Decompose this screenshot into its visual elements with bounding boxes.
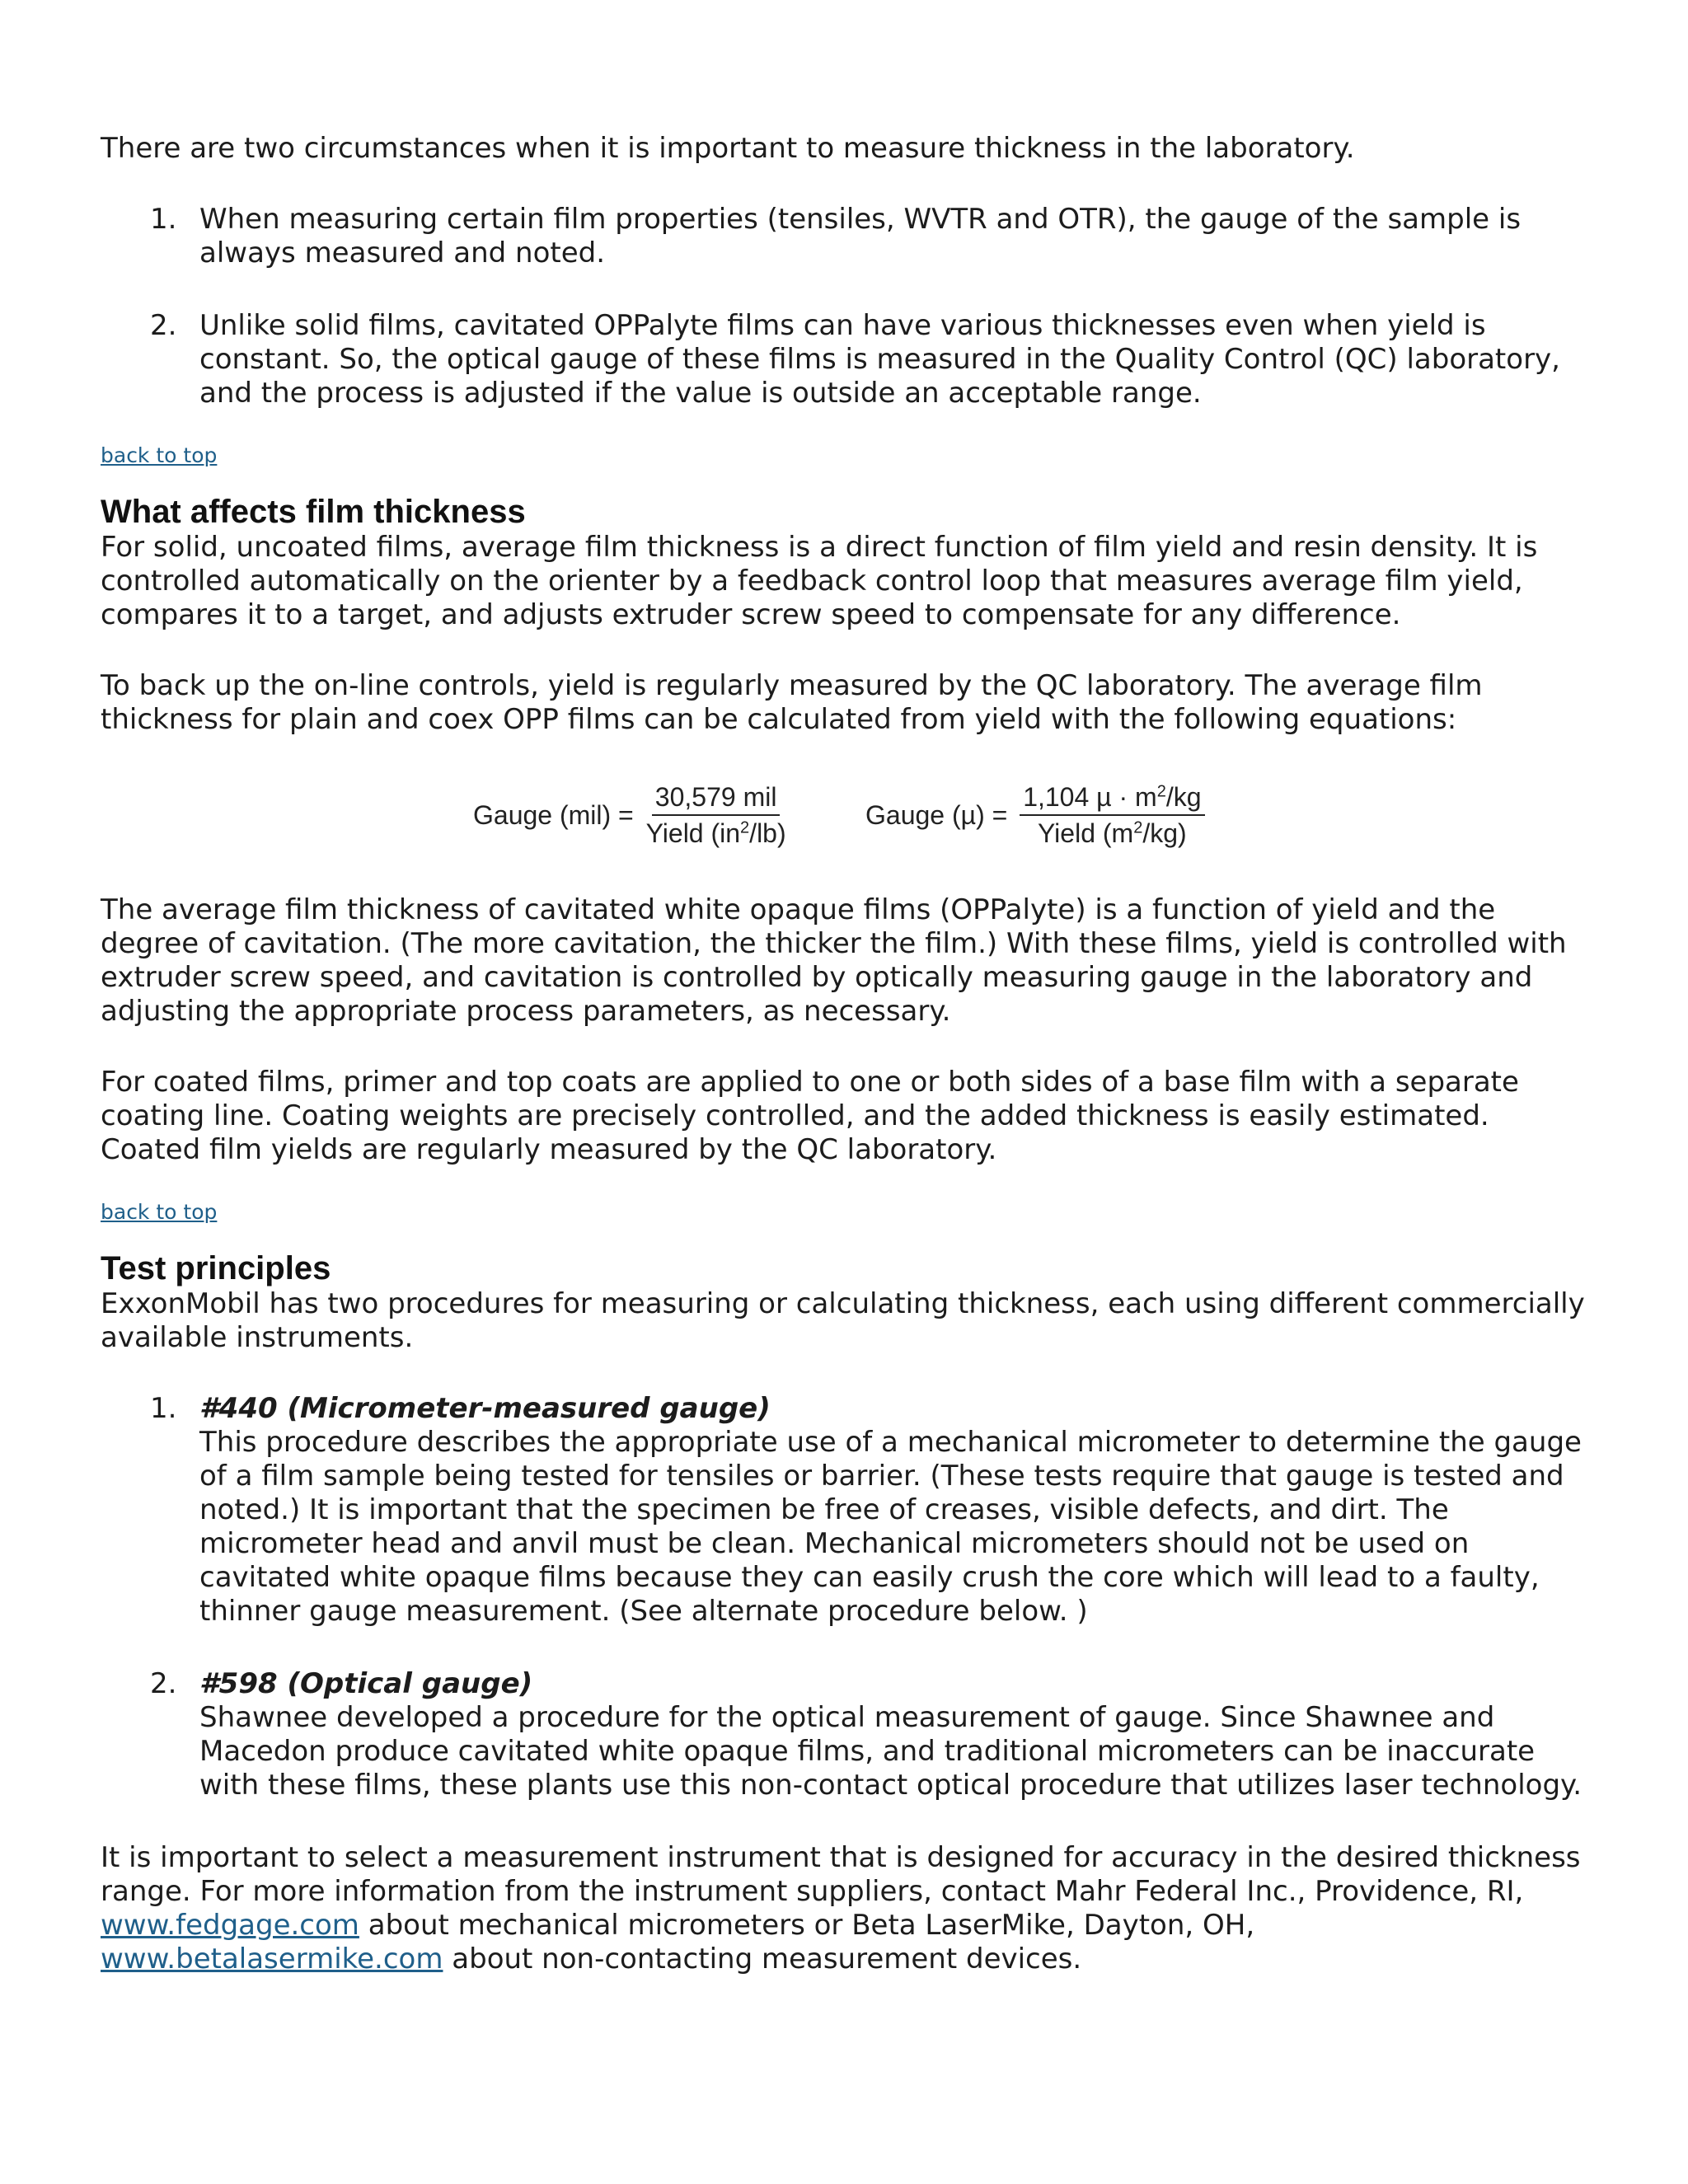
- list-item: [101, 1392, 1592, 1629]
- equation-numerator: 1,104 $\mu \cdot m^2/kg$: [1020, 781, 1204, 816]
- equation-fraction: [1020, 781, 1204, 849]
- equation-fraction: [646, 781, 786, 849]
- list-item-text: When measuring certain film properties (tensiles, WVTR and OTR), the gauge of the sample is always measured and noted.: [199, 203, 1522, 269]
- procedures-list: [101, 1392, 1592, 1802]
- betalasermike-link[interactable]: www.betalasermike.com: [101, 1943, 443, 1975]
- equation-numerator: 30,579 mil: [652, 781, 781, 816]
- fedgage-link[interactable]: www.fedgage.com: [101, 1909, 359, 1942]
- section2-paragraph-1: ExxonMobil has two procedures for measuring or calculating thickness, each using different commercially available instruments.: [101, 1287, 1585, 1354]
- section1-paragraph-1: For solid, uncoated films, average film thickness is a direct function of film yield and resin density. It is controlled automatically on the orienter by a feedback control loop that measures average film yield, compares it to a target, and adjusts extruder screw speed to compensate for any difference.: [101, 531, 1538, 631]
- list-item: [101, 203, 1592, 270]
- section1-paragraph-4: For coated films, primer and top coats are applied to one or both sides of a base film with a separate coating line. Coating weights are precisely controlled, and the added thickness is easily estimated. Coated film yields are regularly measured by the QC laboratory.: [101, 1066, 1519, 1166]
- section1-paragraph-2: To back up the on-line controls, yield is regularly measured by the QC laboratory. The average film thickness for plain and coex OPP films can be calculated from yield with the following equations:: [101, 669, 1483, 736]
- list-item: [101, 309, 1592, 410]
- section1-paragraph-3: The average film thickness of cavitated white opaque films (OPPalyte) is a function of yield and the degree of cavitation. (The more cavitation, the thicker the film.) With these films, yield is controlled with extruder screw speed, and cavitation is controlled by optically measuring gauge in the laboratory and adjusting the appropriate process parameters, as necessary.: [101, 893, 1567, 1028]
- list-number: 1.: [150, 1392, 177, 1425]
- procedure-text: Shawnee developed a procedure for the optical measurement of gauge. Since Shawnee and Macedon produce cavitated white opaque films, and traditional micrometers can be inaccurate with these films, these plants use this non-contact optical procedure that utilizes laser technology.: [199, 1701, 1582, 1802]
- equation-denominator: Yield $(m^2/kg)$: [1038, 818, 1187, 848]
- back-to-top-link[interactable]: back to top: [101, 1200, 218, 1224]
- back-to-top-link[interactable]: back to top: [101, 443, 218, 467]
- circumstances-list: [101, 203, 1592, 410]
- list-number: 2.: [150, 1667, 177, 1700]
- intro-paragraph: There are two circumstances when it is important to measure thickness in the laboratory.: [101, 132, 1355, 165]
- procedure-title: #598 (Optical gauge): [199, 1667, 533, 1700]
- procedure-text: This procedure describes the appropriate use of a mechanical micrometer to determine the gauge of a film sample being tested for tensiles or barrier. (These tests require that gauge is tested and noted.) It is important that the specimen be free of creases, visible defects, and dirt. The micrometer head and anvil must be clean. Mechanical micrometers should not be used on cavitated white opaque films because they can easily crush the core which will lead to a faulty, thinner gauge measurement. (See alternate procedure below. ): [199, 1426, 1582, 1628]
- list-number: 2.: [150, 309, 177, 342]
- equation-gauge-mil: [473, 774, 786, 856]
- equation-lhs: Gauge (µ) =: [865, 799, 1015, 830]
- procedure-title: #440 (Micrometer-measured gauge): [199, 1392, 771, 1425]
- list-number: 1.: [150, 203, 177, 236]
- equation-lhs: Gauge (mil) =: [473, 799, 641, 830]
- equation-gauge-micron: [865, 774, 1205, 856]
- section-heading-test-principles: Test principles: [101, 1250, 331, 1286]
- closing-paragraph: It is important to select a measurement instrument that is designed for accuracy in the desired thickness range. For more information from the instrument suppliers, contact Mahr Federal Inc., Providence, RI, www.fedgage.com about mechanical micrometers or Beta LaserMike, Dayton, OH, www.betalasermike.com about non-contacting measurement devices.: [101, 1841, 1581, 1975]
- list-item: [101, 1667, 1592, 1802]
- section-heading-film-thickness: What affects film thickness: [101, 494, 526, 530]
- document-content: [101, 132, 1592, 1976]
- list-item-text: Unlike solid films, cavitated OPPalyte films can have various thicknesses even when yield is constant. So, the optical gauge of these films is measured in the Quality Control (QC) laboratory, and the process is adjusted if the value is outside an acceptable range.: [199, 309, 1560, 410]
- gauge-equations: [101, 774, 1592, 856]
- equation-denominator: Yield $(in^2/lb)$: [645, 818, 786, 848]
